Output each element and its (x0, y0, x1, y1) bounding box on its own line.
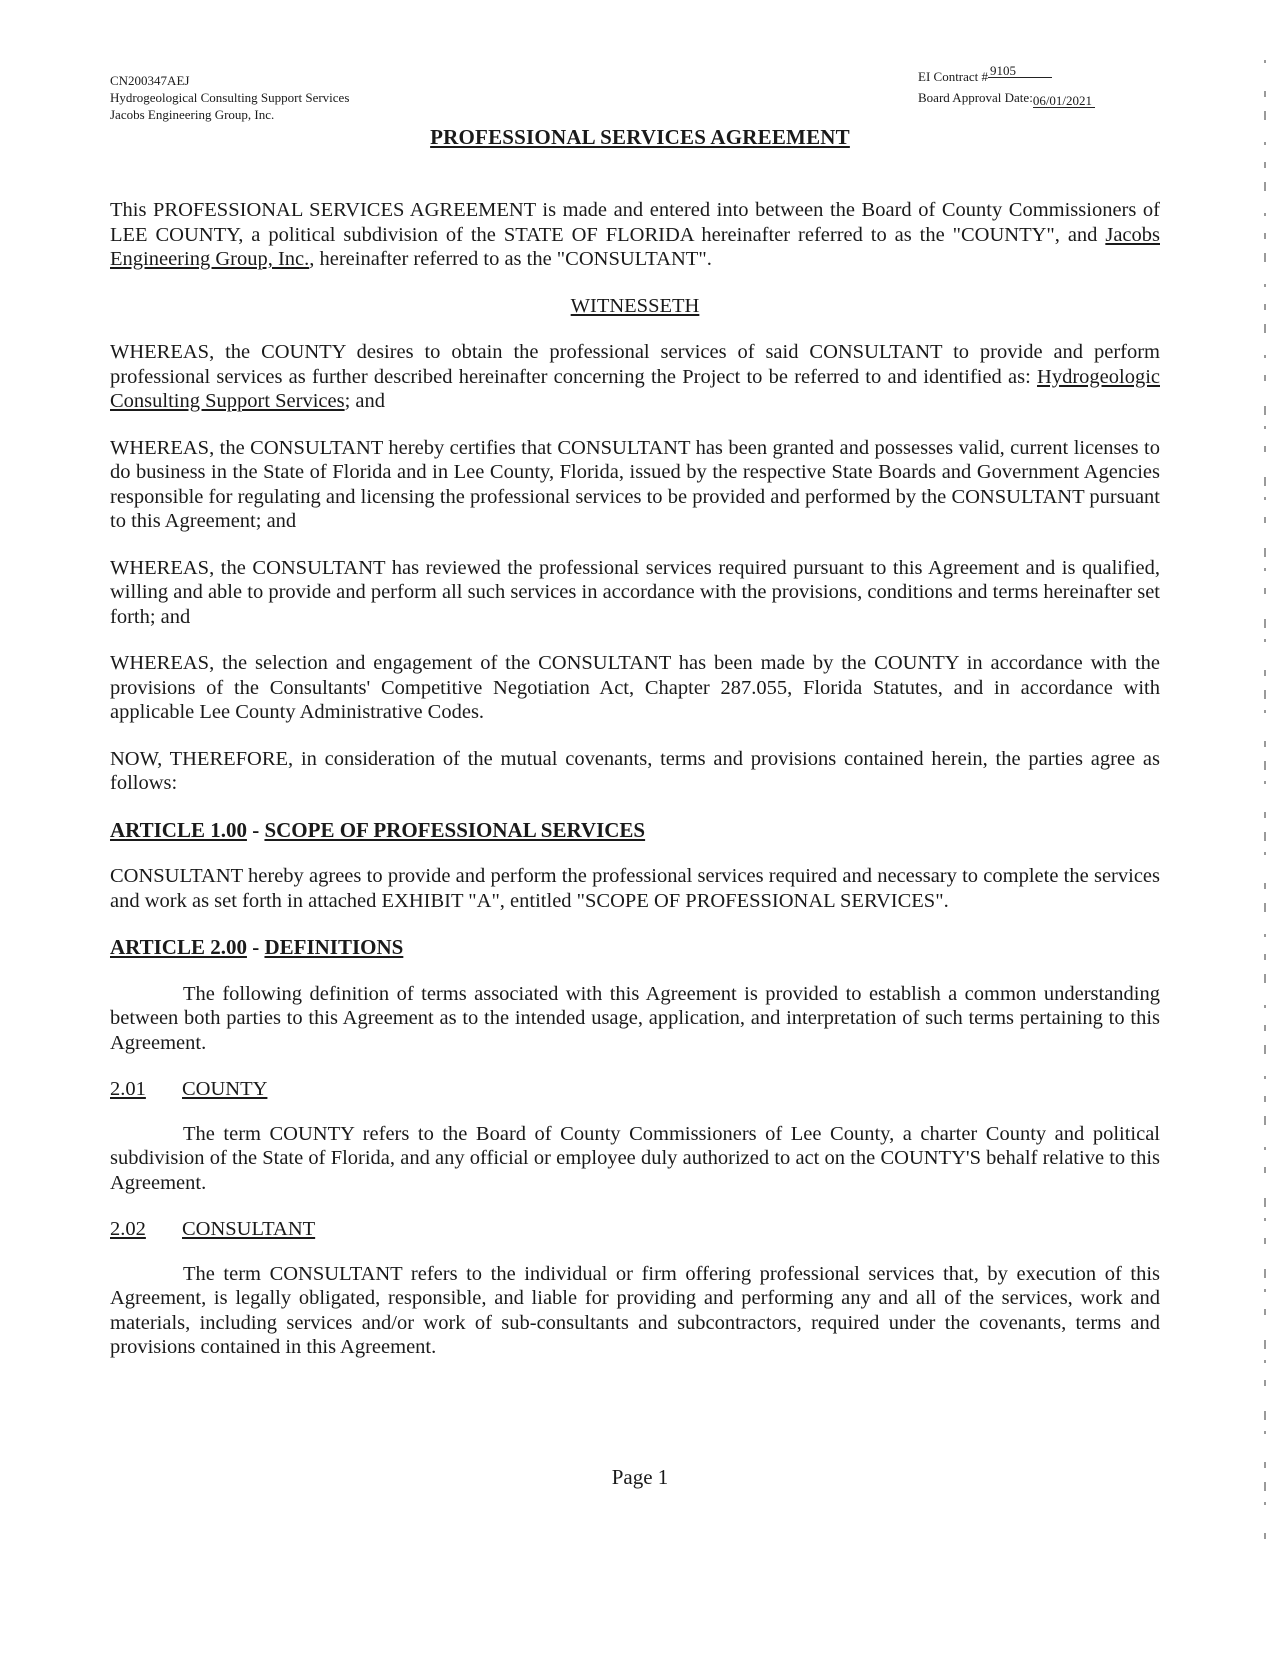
header-contract-code: CN200347AEJ (110, 73, 190, 88)
intro-paragraph (110, 198, 1160, 272)
project-name: Hydrogeologic Consulting Support Services (110, 365, 1160, 412)
section-2-01-body: The term COUNTY refers to the Board of County Commissioners of Lee County, a charter County and political subdivision of the State of Florida, and any official or employee duly authorized to act on the COUNTY'S behalf relative to this Agreement. (110, 1122, 1160, 1194)
scan-edge-tick (1264, 1411, 1266, 1420)
scan-edge-tick (1264, 639, 1266, 642)
scan-edge-tick (1264, 954, 1266, 960)
scan-edge-tick (1264, 1076, 1266, 1079)
scan-edge-tick (1264, 1005, 1266, 1008)
scan-edge-tick (1264, 1167, 1266, 1173)
page-number: Page 1 (611, 1465, 669, 1489)
scan-edge-tick (1264, 1340, 1266, 1349)
scan-edge-tick (1264, 1025, 1266, 1031)
scan-edge-tick (1264, 142, 1266, 145)
scan-edge-marks (1264, 60, 1270, 1560)
scan-edge-tick (1264, 446, 1266, 452)
agreement-body (110, 198, 1160, 1382)
scan-edge-tick (1264, 517, 1266, 523)
scan-edge-tick (1264, 903, 1266, 912)
scan-edge-tick (1264, 1238, 1266, 1244)
scan-edge-tick (1264, 1502, 1266, 1505)
intro-text-after: , hereinafter referred to as the "CONSULTANT". (309, 248, 712, 270)
whereas-paragraph-2: WHEREAS, the CONSULTANT hereby certifies that CONSULTANT has been granted and possesses valid, current licenses to do business in the State of Florida and in Lee County, Florida, issued by the respective State Boards and Government Agencies responsible for regulating and licensing the professional services to be provided and performed by the CONSULTANT pursuant to this Agreement; and (110, 436, 1160, 532)
scan-edge-tick (1264, 182, 1266, 191)
scan-edge-tick (1264, 568, 1266, 571)
scan-edge-tick (1264, 1269, 1266, 1278)
scan-edge-tick (1264, 781, 1266, 784)
scan-edge-tick (1264, 375, 1266, 381)
scan-edge-tick (1264, 304, 1266, 310)
whereas-paragraph-1 (110, 340, 1160, 414)
article-1-separator: - (246, 817, 265, 842)
scan-edge-tick (1264, 548, 1266, 557)
scan-edge-tick (1264, 832, 1266, 841)
scan-edge-tick (1264, 588, 1266, 594)
section-2-01-number: 2.01 (110, 1078, 146, 1100)
scan-edge-tick (1264, 111, 1266, 120)
article-2-separator: - (246, 935, 265, 959)
intro-text-before: This PROFESSIONAL SERVICES AGREEMENT is made and entered into between the Board of County Commissioners of LEE COUNTY, a political subdivision of the STATE OF FLORIDA hereinafter referred to as the "COUNTY", and (110, 199, 1160, 246)
scan-edge-tick (1264, 690, 1266, 699)
page-title: PROFESSIONAL SERVICES AGREEMENT (430, 125, 850, 149)
scan-edge-tick (1264, 974, 1266, 983)
scan-edge-tick (1264, 1096, 1266, 1102)
whereas1-text-after: ; and (344, 390, 386, 412)
article-2-body: The following definition of terms associated with this Agreement is provided to establish a common understanding between both parties to this Agreement as to the intended usage, application, and interpretation of such terms pertaining to this Agreement. (110, 982, 1160, 1054)
section-2-01-heading (110, 1077, 1160, 1102)
scan-edge-tick (1264, 1431, 1266, 1434)
scan-edge-tick (1264, 1482, 1266, 1491)
scan-edge-tick (1264, 670, 1266, 676)
scan-edge-tick (1264, 934, 1266, 937)
approval-date-label: Board Approval Date: (918, 90, 1033, 105)
scan-edge-tick (1264, 1147, 1266, 1150)
article-2-number: ARTICLE 2.00 (110, 935, 247, 959)
scan-edge-tick (1264, 477, 1266, 486)
article-1-title: SCOPE OF PROFESSIONAL SERVICES (264, 817, 646, 842)
scan-edge-tick (1264, 284, 1266, 287)
scan-edge-tick (1264, 406, 1266, 415)
scan-edge-tick (1264, 324, 1266, 333)
section-2-01-name: COUNTY (182, 1078, 268, 1100)
whereas-paragraph-4: WHEREAS, the selection and engagement of the CONSULTANT has been made by the COUNTY in accordance with the provisions of the Consultants' Competitive Negotiation Act, Chapter 287.055, Florida Statutes, and in accordance with applicable Lee County Administrative Codes. (110, 652, 1160, 723)
scan-edge-tick (1264, 812, 1266, 818)
header-left-block (110, 72, 349, 123)
scan-edge-tick (1264, 1289, 1266, 1292)
witnesseth-heading (110, 294, 1160, 319)
article-2-heading (110, 935, 1160, 960)
scan-edge-tick (1264, 710, 1266, 713)
scan-edge-tick (1264, 1462, 1266, 1468)
scan-edge-tick (1264, 162, 1266, 168)
scan-edge-tick (1264, 60, 1266, 63)
scan-edge-tick (1264, 1218, 1266, 1221)
header-company-name: Jacobs Engineering Group, Inc. (110, 107, 275, 122)
article-1-body: CONSULTANT hereby agrees to provide and perform the professional services required and necessary to complete the services and work as set forth in attached EXHIBIT "A", entitled "SCOPE OF PROFESSIONAL SERVICES". (110, 865, 1160, 912)
article-1-number: ARTICLE 1.00 (110, 817, 247, 842)
approval-date-line (918, 87, 1095, 108)
section-2-02-heading (110, 1217, 1160, 1242)
whereas1-text-before: WHEREAS, the COUNTY desires to obtain the professional services of said CONSULTANT to provide and perform professional services as further described hereinafter concerning the Project to be referred to and identified as: (110, 341, 1160, 388)
now-therefore-paragraph: NOW, THEREFORE, in consideration of the mutual covenants, terms and provisions contained herein, the parties agree as follows: (110, 747, 1160, 794)
scan-edge-tick (1264, 761, 1266, 770)
contract-number-value: 9105 (988, 64, 1052, 78)
consultant-name: Jacobs Engineering Group, Inc. (110, 223, 1160, 270)
approval-date-value: 06/01/2021 (1033, 94, 1095, 108)
scan-edge-tick (1264, 1045, 1266, 1054)
header-project-name: Hydrogeological Consulting Support Services (110, 90, 350, 105)
scan-edge-tick (1264, 497, 1266, 500)
article-1-heading (110, 818, 1160, 843)
whereas-paragraph-3: WHEREAS, the CONSULTANT has reviewed the professional services required pursuant to this Agreement and is qualified, willing and able to provide and perform all such services in accordance with the provisions, conditions and terms hereinafter set forth; and (110, 556, 1160, 628)
article-2-title: DEFINITIONS (264, 935, 404, 959)
scan-edge-tick (1264, 1360, 1266, 1363)
witnesseth-text: WITNESSETH (570, 294, 700, 317)
scan-edge-tick (1264, 253, 1266, 262)
scan-edge-tick (1264, 91, 1266, 97)
scan-edge-tick (1264, 1533, 1266, 1539)
scan-edge-tick (1264, 213, 1266, 216)
scan-edge-tick (1264, 233, 1266, 239)
contract-number-line (918, 63, 1095, 87)
scan-edge-tick (1264, 355, 1266, 358)
scan-edge-tick (1264, 1380, 1266, 1386)
contract-number-label: EI Contract # (918, 69, 989, 84)
header-right-block (918, 63, 1095, 108)
scan-edge-tick (1264, 1116, 1266, 1125)
scan-edge-tick (1264, 883, 1266, 889)
section-2-02-name: CONSULTANT (182, 1218, 316, 1240)
scan-edge-tick (1264, 426, 1266, 429)
scan-edge-tick (1264, 852, 1266, 855)
scan-edge-tick (1264, 619, 1266, 628)
scan-edge-tick (1264, 1309, 1266, 1315)
section-2-02-number: 2.02 (110, 1218, 146, 1240)
scan-edge-tick (1264, 1198, 1266, 1207)
section-2-02-body: The term CONSULTANT refers to the individual or firm offering professional services that, by execution of this Agreement, is legally obligated, responsible, and liable for providing and performing any and all of the services, work and materials, including services and/or work of sub-consultants and subcontractors, required under the covenants, terms and provisions contained in this Agreement. (110, 1262, 1160, 1358)
scan-edge-tick (1264, 741, 1266, 747)
